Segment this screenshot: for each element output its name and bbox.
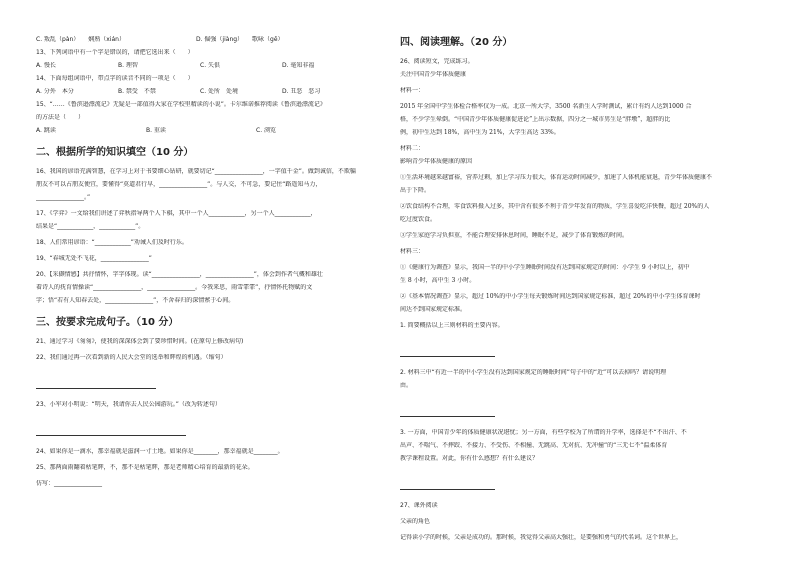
q17-line-1: 17、《学弈》一文给我们讲述了弈秋指导两个人下棋，其中一个人____________，另一个人____________， — [36, 210, 317, 217]
q20-line-2: 着诗人的抚育情操读“________________，________________。今我来思，雨雪霏霏”，抒情怀托物赋的文 — [36, 284, 313, 291]
passage-title: 关注中国青少年体质健康 — [400, 71, 467, 78]
material-1-line-2: 格，不少学生晕倒。“中国青少年体质健康促进论”上出示数据，四分之一城市男生是“胖墩”，超胖的比 — [400, 116, 671, 123]
reading-q2-answer-line[interactable] — [400, 411, 495, 417]
q14-option-d: D. 丑恶 恶习 — [282, 88, 321, 95]
q26-stem: 26、阅读短文，完成练习。 — [400, 58, 474, 65]
reading-q3-answer-line[interactable] — [400, 484, 495, 490]
q25-line-1: 25、那两面雨翻着枯笔辉，不，那不是枯笔辉，那是老师精心培育的最新的花朵。 — [36, 464, 254, 471]
q16-line-3: ________________。” — [36, 194, 91, 201]
q14-stem: 14、下面每组词语中，带点字的读音不同的一项是（ ） — [36, 75, 194, 82]
passage-2-line-1: 记得读小学的时候，父亲是成功的。那时候，我觉得父亲高大强壮，是要强和勇气的代名词。这个世界上， — [400, 534, 683, 541]
material-1-line-1: 2015 年全国中学生体检合格率仅为一成。北京一所大学，3500 名新生入学时测试，累计有约人达到1000 合 — [400, 103, 692, 110]
q13-option-a: A. 慢长 — [36, 62, 56, 69]
material-3-item-2b: 间达不到国家规定标准。 — [400, 306, 467, 313]
left-column — [36, 36, 376, 488]
material-1-label: 材料一： — [400, 87, 425, 94]
q19: 19、“春城无处不飞花，________________” — [36, 255, 152, 262]
q22-answer-line[interactable] — [36, 383, 156, 389]
material-2-item-2b: 吃过度饮食。 — [400, 216, 437, 223]
material-2-item-2a: ②饮食结构不合理，零食饮料摄入过多，其中含有很多不利于青少年发育的物质，学生喜爱吃洋快餐，超过 20%的人 — [400, 203, 710, 210]
reading-q3-line-3: 教学课程设置。对此，你有什么感想？有什么建议？ — [400, 455, 539, 462]
material-1-line-3: 例，初中生达到 18%，高中生为 21%，大学生高达 33%。 — [400, 129, 560, 136]
reading-q2-line-1: 2. 材料三中“有近一半的中小学生没有达到国家规定的睡眠时间”句子中的“近”可以去掉吗？请说明理 — [400, 369, 667, 376]
q23: 23、小军对小明说：“明天，我请你去人民公园游玩。”（改为转述句） — [36, 401, 221, 408]
q15-line-2: 的方法是（ ） — [36, 114, 85, 121]
q25-line-2: 仿写：________________ — [36, 480, 103, 487]
q16-line-1: 16、我国的谚语充满智慧，在学习上对于书要细心钻研，就要切记“________________，一字值千金”。做到诚信，不欺骗 — [36, 168, 356, 175]
material-3-item-1b: 生 8 小时，高中生 3 小时。 — [400, 277, 476, 284]
q17-line-2: 结果是“____________，____________”。 — [36, 223, 145, 230]
q14-option-b: B. 禁受 不禁 — [118, 88, 156, 95]
reading-q1: 1. 简要概括以上三则材料的主要内容。 — [400, 322, 504, 329]
material-3-item-2a: ②《基本情况调查》显示，超过 10%的中小学生每天锻炼时间达到国家规定标准，超过 20%的中小学生体育课时 — [400, 293, 701, 300]
material-2-title: 影响青少年体质健康的原因 — [400, 158, 473, 165]
section-3-heading: 三、按要求完成句子。（10 分） — [36, 317, 179, 328]
q14-options — [36, 88, 376, 96]
q24: 24、如果你是一滴水，那幸福就是滋润一寸土地。如果你是________，那幸福就是________。 — [36, 448, 284, 455]
right-column — [400, 36, 765, 542]
q12-options — [36, 36, 376, 44]
reading-q1-answer-line[interactable] — [400, 351, 495, 357]
material-2-item-1b: 出于下降。 — [400, 187, 431, 194]
passage-2-title: 父亲的角色 — [400, 518, 431, 525]
material-3-item-1a: ①《健康行为调查》显示，我国一半的中小学生睡眠时间没有达到国家规定的时间：小学生 9 小时以上，初中 — [400, 264, 690, 271]
q18: 18、人们常用谚语：“____________”劝诫人们及时行乐。 — [36, 239, 188, 246]
q22: 22、我们通过再一次看到新的人民大会堂的选举和辉煌的机遇。（缩句） — [36, 354, 227, 361]
q14-option-c: C. 处所 处境 — [200, 88, 239, 95]
q15-option-b: B. 重读 — [146, 127, 166, 134]
material-2-label: 材料二： — [400, 145, 425, 152]
section-2-heading: 二、根据所学的知识填空（10 分） — [36, 147, 194, 158]
q15-line-1: 15、“……《鲁滨逊漂流记》无疑是一部值得大家在学校里精读的小说”。卡尔维诺推荐阅读《鲁滨逊漂流记》 — [36, 101, 326, 108]
q23-answer-line[interactable] — [36, 430, 186, 436]
q12-option-c: C. 叛乱（pàn） 娴熟（xián） — [36, 36, 125, 43]
q20-line-1: 20、【采撷情感】共抒情怀，字字体现。读“________________，________________”，体会到作者气概和雄壮 — [36, 271, 323, 278]
material-3-label: 材料三： — [400, 248, 425, 255]
q13-options — [36, 62, 376, 70]
section-4-heading: 四、阅读理解。（20 分） — [400, 37, 513, 48]
reading-q3-line-2: 出声、不喘气、不摔跤、不接力、不受伤、不相撞、无跳高、无对抗、无冲撞”的“三无七不”温柔体育 — [400, 442, 668, 449]
q13-stem: 13、下列词语中有一个字是错误的，请把它选出来（ ） — [36, 49, 194, 56]
q13-option-b: B. 理智 — [118, 62, 138, 69]
material-2-item-1a: ①生活环境越来越富裕，营养过剩，加上学习压力很大，体育运动时间减少，加速了人体机能衰退，青少年体质健康不 — [400, 174, 713, 181]
q13-option-d: D. 毫知非福 — [282, 62, 315, 69]
q14-option-a: A. 分外 本分 — [36, 88, 74, 95]
q16-line-2: 朋友不可以占朋友便宜，要懂得“莫道君行早，________________”。与人交，不可急，要记住“路遥知马力， — [36, 181, 322, 188]
material-2-item-3: ③学生家庭学习负担重，不能合理安排休息时间，睡眠不足，减少了体育锻炼的时间。 — [400, 232, 629, 239]
reading-q2-line-2: 由。 — [400, 382, 413, 389]
q27-heading: 27、课外阅读 — [400, 502, 438, 509]
q15-options — [36, 127, 376, 135]
q13-option-c: C. 失俱 — [200, 62, 221, 69]
q21: 21、通过学习《匆匆》，使我的深深体会到了要珍惜时间。(在原句上修改病句) — [36, 338, 244, 345]
q20-line-3: 字；悟“若有人知春去处，________________”，不舍春归的深情萦于心间。 — [36, 297, 235, 304]
q15-option-a: A. 跳读 — [36, 127, 56, 134]
q15-option-c: C. 浏览 — [256, 127, 277, 134]
reading-q3-line-1: 3. 一方面，中国青少年的体质健康状况堪忧；另一方面，有些学校为了所谓的升学率，选择是不“不出汗、不 — [400, 429, 687, 436]
q12-option-d: D. 倔强（jiàng） 歌咏（gē） — [196, 36, 284, 43]
